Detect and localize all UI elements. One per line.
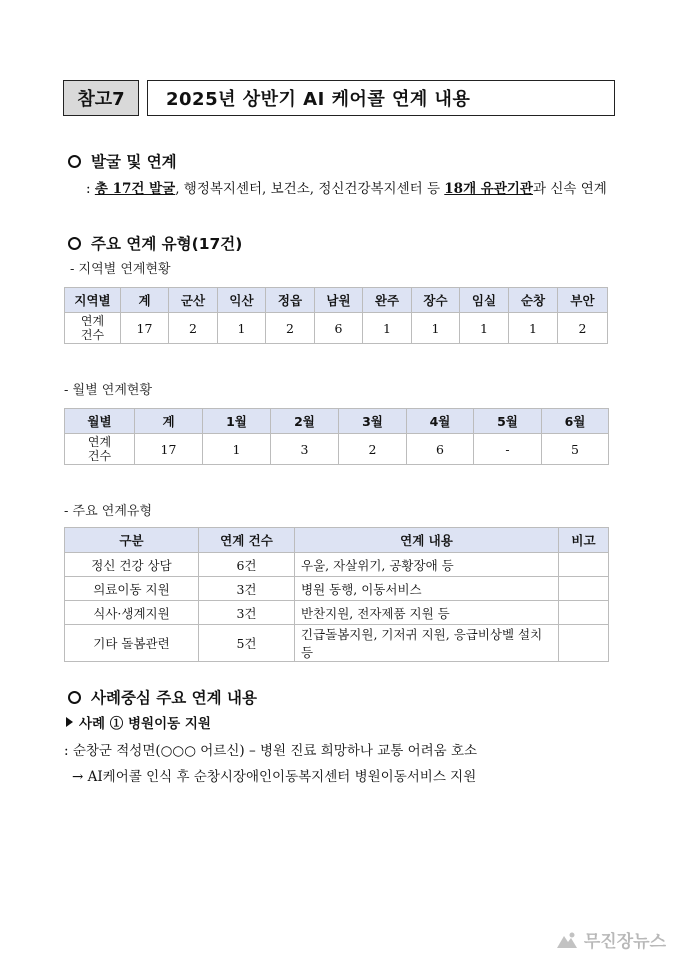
table-header: 월별	[65, 409, 135, 434]
summary-middle: , 행정복지센터, 보건소, 정신건강복지센터 등	[175, 181, 445, 197]
table-header: 익산	[218, 288, 266, 313]
monthly-caption: - 월별 연계현황	[64, 383, 153, 398]
table-header: 계	[121, 288, 169, 313]
table-cell: 의료이동 지원	[65, 577, 199, 601]
table-cell: 3	[271, 434, 339, 465]
table-cell: 식사·생계지원	[65, 601, 199, 625]
types-caption: - 주요 연계유형	[64, 504, 153, 519]
table-cell: 3건	[199, 601, 295, 625]
table-header: 1월	[203, 409, 271, 434]
summary-suffix: 과 신속 연계	[532, 181, 607, 197]
case-description: : 순창군 적성면(○○○ 어르신) – 병원 진료 희망하나 교통 어려움 호소	[64, 743, 478, 759]
table-cell: 17	[135, 434, 203, 465]
table-cell: 1	[218, 313, 266, 344]
table-header: 부안	[558, 288, 608, 313]
table-cell	[559, 553, 609, 577]
summary-highlight-agencies: 18개 유관기관	[444, 181, 533, 197]
table-header: 정읍	[266, 288, 315, 313]
circle-bullet-icon	[68, 691, 81, 704]
table-header: 6월	[542, 409, 609, 434]
table-row	[65, 553, 609, 577]
table-cell: 2	[266, 313, 315, 344]
table-cell: 1	[509, 313, 558, 344]
case-result: → AI케어콜 인식 후 순창시장애인이동복지센터 병원이동서비스 지원	[72, 769, 477, 785]
table-header: 연계 건수	[199, 528, 295, 553]
table-header: 3월	[339, 409, 407, 434]
table-header: 구분	[65, 528, 199, 553]
table-cell	[559, 577, 609, 601]
table-header: 순창	[509, 288, 558, 313]
row-label	[65, 434, 135, 465]
table-cell: 2	[558, 313, 608, 344]
table-cell: 1	[412, 313, 460, 344]
table-cell: 6	[407, 434, 474, 465]
table-header: 5월	[474, 409, 542, 434]
discovery-summary	[86, 177, 607, 197]
mountain-logo-icon	[556, 931, 578, 949]
table-cell: 17	[121, 313, 169, 344]
table-header: 군산	[169, 288, 218, 313]
table-cell: 6건	[199, 553, 295, 577]
table-row	[65, 625, 609, 662]
table-row	[65, 434, 609, 465]
table-cell: 2	[169, 313, 218, 344]
summary-prefix: :	[86, 181, 95, 197]
regional-table	[64, 287, 608, 344]
table-cell: 1	[363, 313, 412, 344]
section-heading-text: 사례중심 주요 연계 내용	[91, 689, 257, 707]
table-cell: 정신 건강 상담	[65, 553, 199, 577]
table-header: 2월	[271, 409, 339, 434]
table-cell: 2	[339, 434, 407, 465]
section-heading-text: 주요 연계 유형(17건)	[91, 235, 243, 253]
table-cell: 5	[542, 434, 609, 465]
table-cell	[559, 601, 609, 625]
summary-highlight-count: 총 17건 발굴	[94, 181, 176, 197]
section-heading-types	[66, 232, 242, 254]
table-cell: -	[474, 434, 542, 465]
table-cell: 반찬지원, 전자제품 지원 등	[295, 601, 559, 625]
table-header: 계	[135, 409, 203, 434]
row-label-line2: 건수	[87, 449, 112, 463]
row-label	[65, 313, 121, 344]
table-row	[65, 313, 608, 344]
section-heading-discovery	[66, 150, 177, 172]
row-label-line1: 연계	[80, 314, 105, 328]
table-header: 장수	[412, 288, 460, 313]
table-header: 지역별	[65, 288, 121, 313]
page-title: 2025년 상반기 AI 케어콜 연계 내용	[147, 80, 615, 116]
circle-bullet-icon	[68, 155, 81, 168]
watermark	[556, 927, 666, 952]
table-cell: 기타 돌봄관련	[65, 625, 199, 662]
table-header: 비고	[559, 528, 609, 553]
table-header: 완주	[363, 288, 412, 313]
triangle-bullet-icon	[66, 717, 73, 727]
table-cell: 1	[203, 434, 271, 465]
table-cell	[559, 625, 609, 662]
circle-bullet-icon	[68, 237, 81, 250]
regional-caption: - 지역별 연계현황	[70, 262, 171, 277]
case-title-text: 사례 ① 병원이동 지원	[79, 716, 211, 732]
section-heading-text: 발굴 및 연계	[91, 153, 177, 171]
case-title	[66, 712, 211, 732]
table-header: 임실	[460, 288, 509, 313]
row-label-line1: 연계	[87, 435, 112, 449]
monthly-table	[64, 408, 609, 465]
table-cell: 1	[460, 313, 509, 344]
table-cell: 병원 동행, 이동서비스	[295, 577, 559, 601]
table-cell: 우울, 자살위기, 공황장애 등	[295, 553, 559, 577]
table-cell: 긴급돌봄지원, 기저귀 지원, 응급비상벨 설치 등	[295, 625, 559, 662]
table-cell: 6	[315, 313, 363, 344]
table-header: 연계 내용	[295, 528, 559, 553]
table-cell: 3건	[199, 577, 295, 601]
types-table	[64, 527, 609, 662]
table-header: 남원	[315, 288, 363, 313]
watermark-text: 무진장뉴스	[583, 932, 666, 952]
table-row	[65, 577, 609, 601]
row-label-line2: 건수	[80, 328, 105, 342]
table-cell: 5건	[199, 625, 295, 662]
table-header: 4월	[407, 409, 474, 434]
table-row	[65, 601, 609, 625]
section-heading-cases	[66, 686, 257, 708]
reference-label: 참고7	[63, 80, 139, 116]
